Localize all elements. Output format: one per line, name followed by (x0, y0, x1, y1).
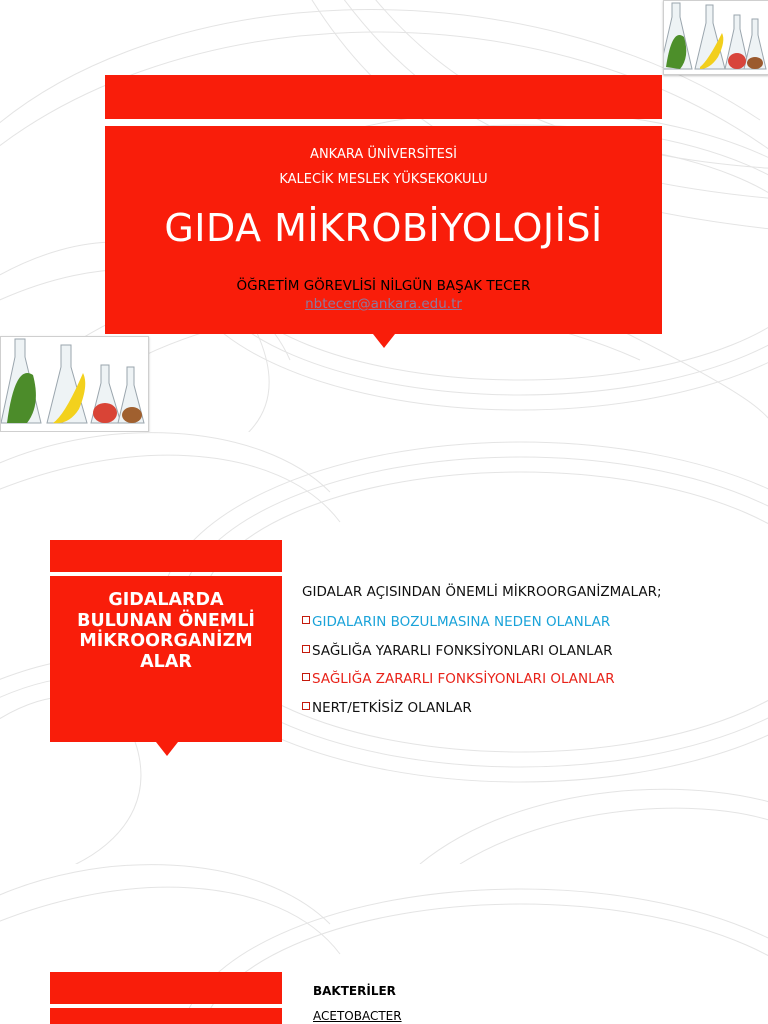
title-block (105, 126, 662, 334)
square-bullet-icon (302, 616, 310, 624)
section-title-line: MİKROORGANİZM (79, 631, 253, 651)
list-item-text: SAĞLIĞA ZARARLI FONKSİYONLARI OLANLAR (312, 671, 615, 687)
section-title-line: GIDALARDA (108, 590, 224, 610)
title-block-pointer (373, 334, 395, 348)
microorganisms-slide (0, 432, 768, 864)
list-item (302, 614, 610, 630)
flasks-with-food-icon (664, 1, 768, 74)
square-bullet-icon (302, 702, 310, 710)
instructor-name: ÖĞRETİM GÖREVLİSİ NİLGÜN BAŞAK TECER (236, 278, 531, 294)
list-item-text: GIDALARIN BOZULMASINA NEDEN OLANLAR (312, 614, 611, 630)
course-title: GIDA MİKROBİYOLOJİSİ (164, 206, 603, 250)
section-title-block (50, 1008, 282, 1024)
list-item-text: NERT/ETKİSİZ OLANLAR (312, 700, 472, 716)
acetobacter-link[interactable]: ACETOBACTER (313, 1009, 402, 1023)
section-title-line: ALAR (140, 651, 192, 672)
title-accent-bar (105, 75, 662, 119)
food-flasks-photo-top (663, 0, 768, 75)
university-name: ANKARA ÜNİVERSİTESİ (310, 147, 457, 162)
section-title-block (50, 576, 282, 742)
list-item-text: SAĞLIĞA YARARLI FONKSİYONLARI OLANLAR (312, 643, 613, 659)
flasks-with-food-icon (1, 337, 148, 431)
bacteria-heading: BAKTERİLER (313, 984, 396, 998)
list-item (302, 671, 615, 687)
bacteria-slide (0, 864, 768, 1024)
food-flasks-photo-left (0, 336, 149, 432)
list-item (302, 700, 472, 716)
section-title (50, 576, 282, 672)
title-slide (0, 0, 768, 432)
school-name: KALECİK MESLEK YÜKSEKOKULU (279, 172, 488, 187)
section-accent-bar (50, 972, 282, 1004)
square-bullet-icon (302, 645, 310, 653)
instructor-email-link[interactable]: nbtecer@ankara.edu.tr (305, 296, 462, 312)
list-item (302, 643, 613, 659)
section-title-line: BULUNAN ÖNEMLİ (77, 610, 255, 631)
section-accent-bar (50, 540, 282, 572)
section-title-pointer (156, 742, 178, 756)
square-bullet-icon (302, 673, 310, 681)
list-intro: GIDALAR AÇISINDAN ÖNEMLİ MİKROORGANİZMALAR; (302, 584, 662, 600)
